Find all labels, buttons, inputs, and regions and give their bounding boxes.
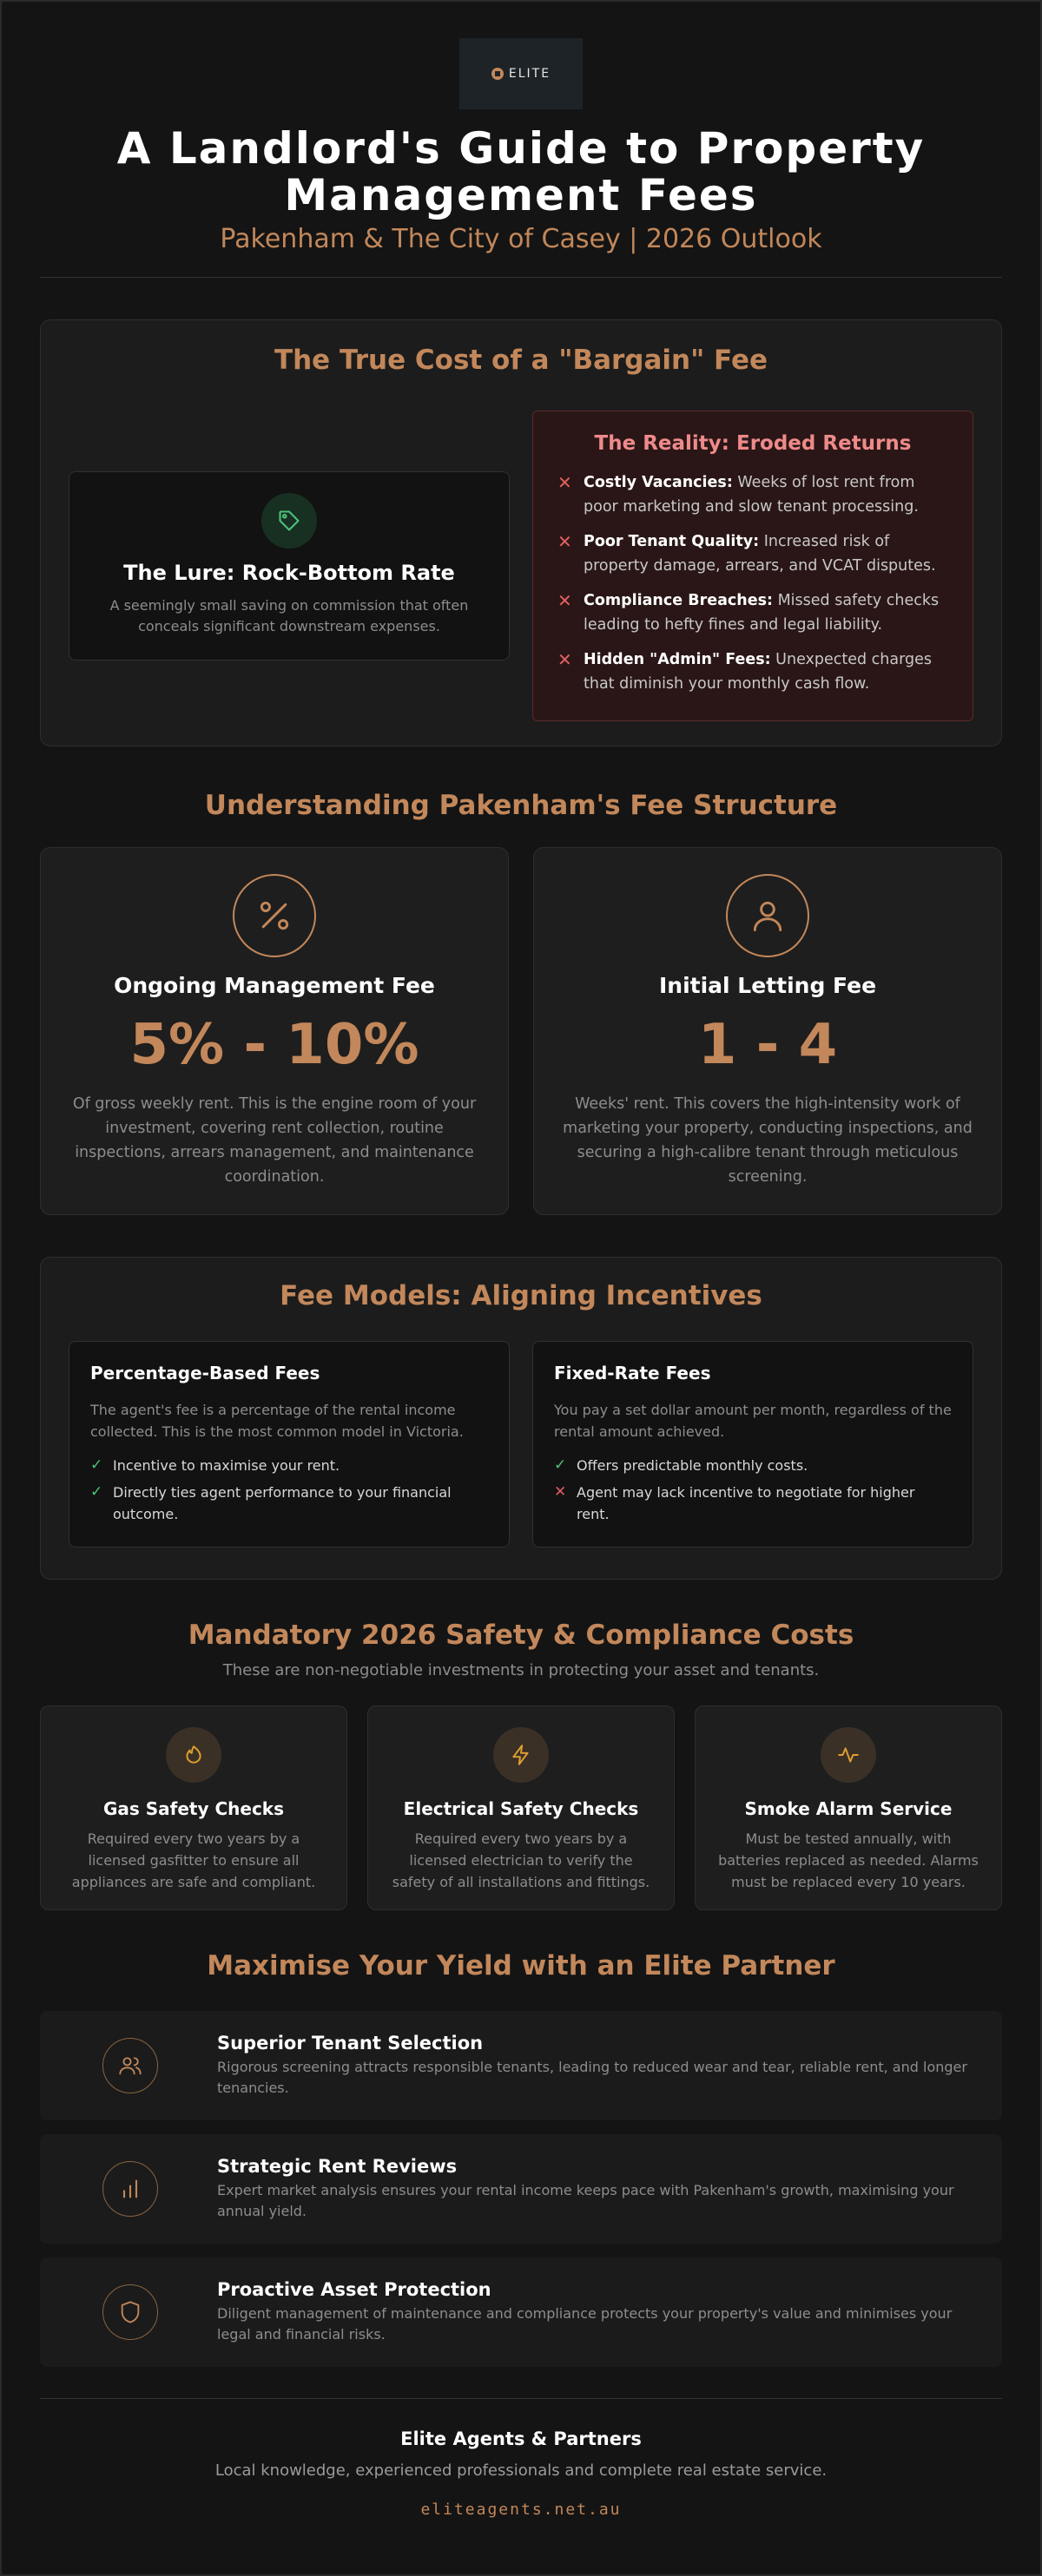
reality-heading: The Reality: Eroded Returns	[594, 432, 912, 455]
model-point: ✓ Incentive to maximise your rent.	[90, 1455, 488, 1476]
smoke-alarm-text: Must be tested annually, with batteries replaced as needed. Alarms must be replaced every 10 years.	[718, 1830, 979, 1890]
tag-icon	[261, 493, 317, 549]
yield-item-text: Diligent management of maintenance and compliance protects your property's value and minimises your legal and financial risks.	[217, 2305, 953, 2343]
cross-icon: ✕	[557, 472, 572, 493]
letting-fee-card	[533, 847, 1002, 1215]
fixed-model-card	[532, 1341, 973, 1548]
reality-item: ✕ Poor Tenant Quality: Increased risk of property damage, arrears, and VCAT disputes.	[554, 529, 952, 578]
percentage-model-text: The agent's fee is a percentage of the rental income collected. This is the most common model in Victoria.	[90, 1402, 464, 1440]
footer-tagline: Local knowledge, experienced professionals and complete real estate service.	[214, 2461, 828, 2480]
yield-item-heading: Superior Tenant Selection	[217, 2033, 484, 2054]
header-divider	[40, 277, 1002, 278]
shield-icon	[102, 2284, 158, 2340]
fixed-model-text: You pay a set dollar amount per month, regardless of the rental amount achieved.	[554, 1402, 952, 1440]
electrical-safety-card	[367, 1705, 675, 1910]
yield-item-asset-protection	[40, 2257, 1002, 2367]
user-icon	[726, 874, 809, 957]
true-cost-section	[40, 319, 1002, 746]
yield-item-tenant-selection	[40, 2011, 1002, 2120]
lure-card	[69, 471, 510, 660]
model-point: ✓ Offers predictable monthly costs.	[554, 1455, 952, 1476]
yield-item-rent-reviews	[40, 2134, 1002, 2244]
management-fee-value: 5% - 10%	[129, 1013, 419, 1077]
management-fee-card	[40, 847, 509, 1215]
fixed-model-heading: Fixed-Rate Fees	[554, 1363, 711, 1383]
pulse-icon	[821, 1727, 876, 1783]
fee-structure-title: Understanding Pakenham's Fee Structure	[204, 790, 838, 821]
footer	[40, 2399, 1002, 2519]
letting-fee-value: 1 - 4	[697, 1013, 838, 1077]
cross-icon: ✕	[554, 1483, 567, 1501]
footer-website-link[interactable]: eliteagents.net.au	[420, 2500, 622, 2519]
lightning-icon	[493, 1727, 549, 1783]
page-subtitle: Pakenham & The City of Casey | 2026 Outlook	[220, 224, 822, 254]
bar-chart-icon	[102, 2161, 158, 2217]
yield-item-text: Expert market analysis ensures your rental income keeps pace with Pakenham's growth, maximising your annual yield.	[217, 2182, 954, 2219]
page-title: A Landlord's Guide to Property Management Fees	[116, 123, 926, 220]
flame-icon	[166, 1727, 221, 1783]
yield-item-heading: Strategic Rent Reviews	[217, 2156, 458, 2177]
check-icon: ✓	[554, 1456, 567, 1474]
lure-heading: The Lure: Rock-Bottom Rate	[123, 561, 455, 585]
logo-mark-icon	[491, 68, 504, 80]
fee-models-section	[40, 1257, 1002, 1580]
smoke-alarm-heading: Smoke Alarm Service	[744, 1798, 953, 1819]
percentage-model-card	[69, 1341, 510, 1548]
compliance-subtitle: These are non-negotiable investments in protecting your asset and tenants.	[222, 1661, 820, 1679]
model-point: ✕ Agent may lack incentive to negotiate for higher rent.	[554, 1482, 952, 1525]
check-icon: ✓	[90, 1456, 103, 1474]
logo	[459, 38, 583, 109]
electrical-safety-text: Required every two years by a licensed electrician to verify the safety of all installations and fittings.	[392, 1830, 650, 1890]
smoke-alarm-card	[695, 1705, 1002, 1910]
management-fee-text: Of gross weekly rent. This is the engine room of your investment, covering rent collection, routine inspections, arrears management, and maintenance coordination.	[72, 1095, 477, 1186]
gas-safety-text: Required every two years by a licensed gasfitter to ensure all appliances are safe and compliant.	[71, 1830, 316, 1890]
yield-title: Maximise Your Yield with an Elite Partner	[207, 1950, 835, 1981]
reality-card	[532, 411, 973, 721]
check-icon: ✓	[90, 1483, 103, 1501]
cross-icon: ✕	[557, 590, 572, 611]
model-point: ✓ Directly ties agent performance to your financial outcome.	[90, 1482, 488, 1525]
percentage-model-heading: Percentage-Based Fees	[90, 1363, 320, 1383]
lure-text: A seemingly small saving on commission that often conceals significant downstream expenses.	[109, 597, 469, 634]
true-cost-title: The True Cost of a "Bargain" Fee	[274, 345, 768, 376]
reality-item: ✕ Costly Vacancies: Weeks of lost rent from poor marketing and slow tenant processing.	[554, 470, 952, 519]
gas-safety-card	[40, 1705, 347, 1910]
logo-text: ELITE	[508, 67, 551, 81]
gas-safety-heading: Gas Safety Checks	[102, 1798, 285, 1819]
compliance-title: Mandatory 2026 Safety & Compliance Costs	[188, 1620, 854, 1651]
reality-item: ✕ Hidden "Admin" Fees: Unexpected charges that diminish your monthly cash flow.	[554, 647, 952, 696]
logo-wrap	[40, 2, 1002, 109]
fee-models-title: Fee Models: Aligning Incentives	[280, 1280, 762, 1311]
management-fee-heading: Ongoing Management Fee	[114, 973, 435, 998]
electrical-safety-heading: Electrical Safety Checks	[403, 1798, 639, 1819]
reality-item: ✕ Compliance Breaches: Missed safety checks leading to hefty fines and legal liability.	[554, 588, 952, 637]
percent-icon	[233, 874, 316, 957]
cross-icon: ✕	[557, 531, 572, 552]
letting-fee-text: Weeks' rent. This covers the high-intensity work of marketing your property, conducting inspections, and securing a high-calibre tenant through meticulous screening.	[563, 1095, 973, 1186]
footer-company-name: Elite Agents & Partners	[400, 2428, 642, 2449]
cross-icon: ✕	[557, 649, 572, 670]
users-icon	[102, 2038, 158, 2093]
yield-item-text: Rigorous screening attracts responsible tenants, leading to reduced wear and tear, reliable rent, and longer tenancies.	[217, 2059, 967, 2096]
letting-fee-heading: Initial Letting Fee	[658, 973, 877, 998]
yield-item-heading: Proactive Asset Protection	[217, 2279, 491, 2300]
